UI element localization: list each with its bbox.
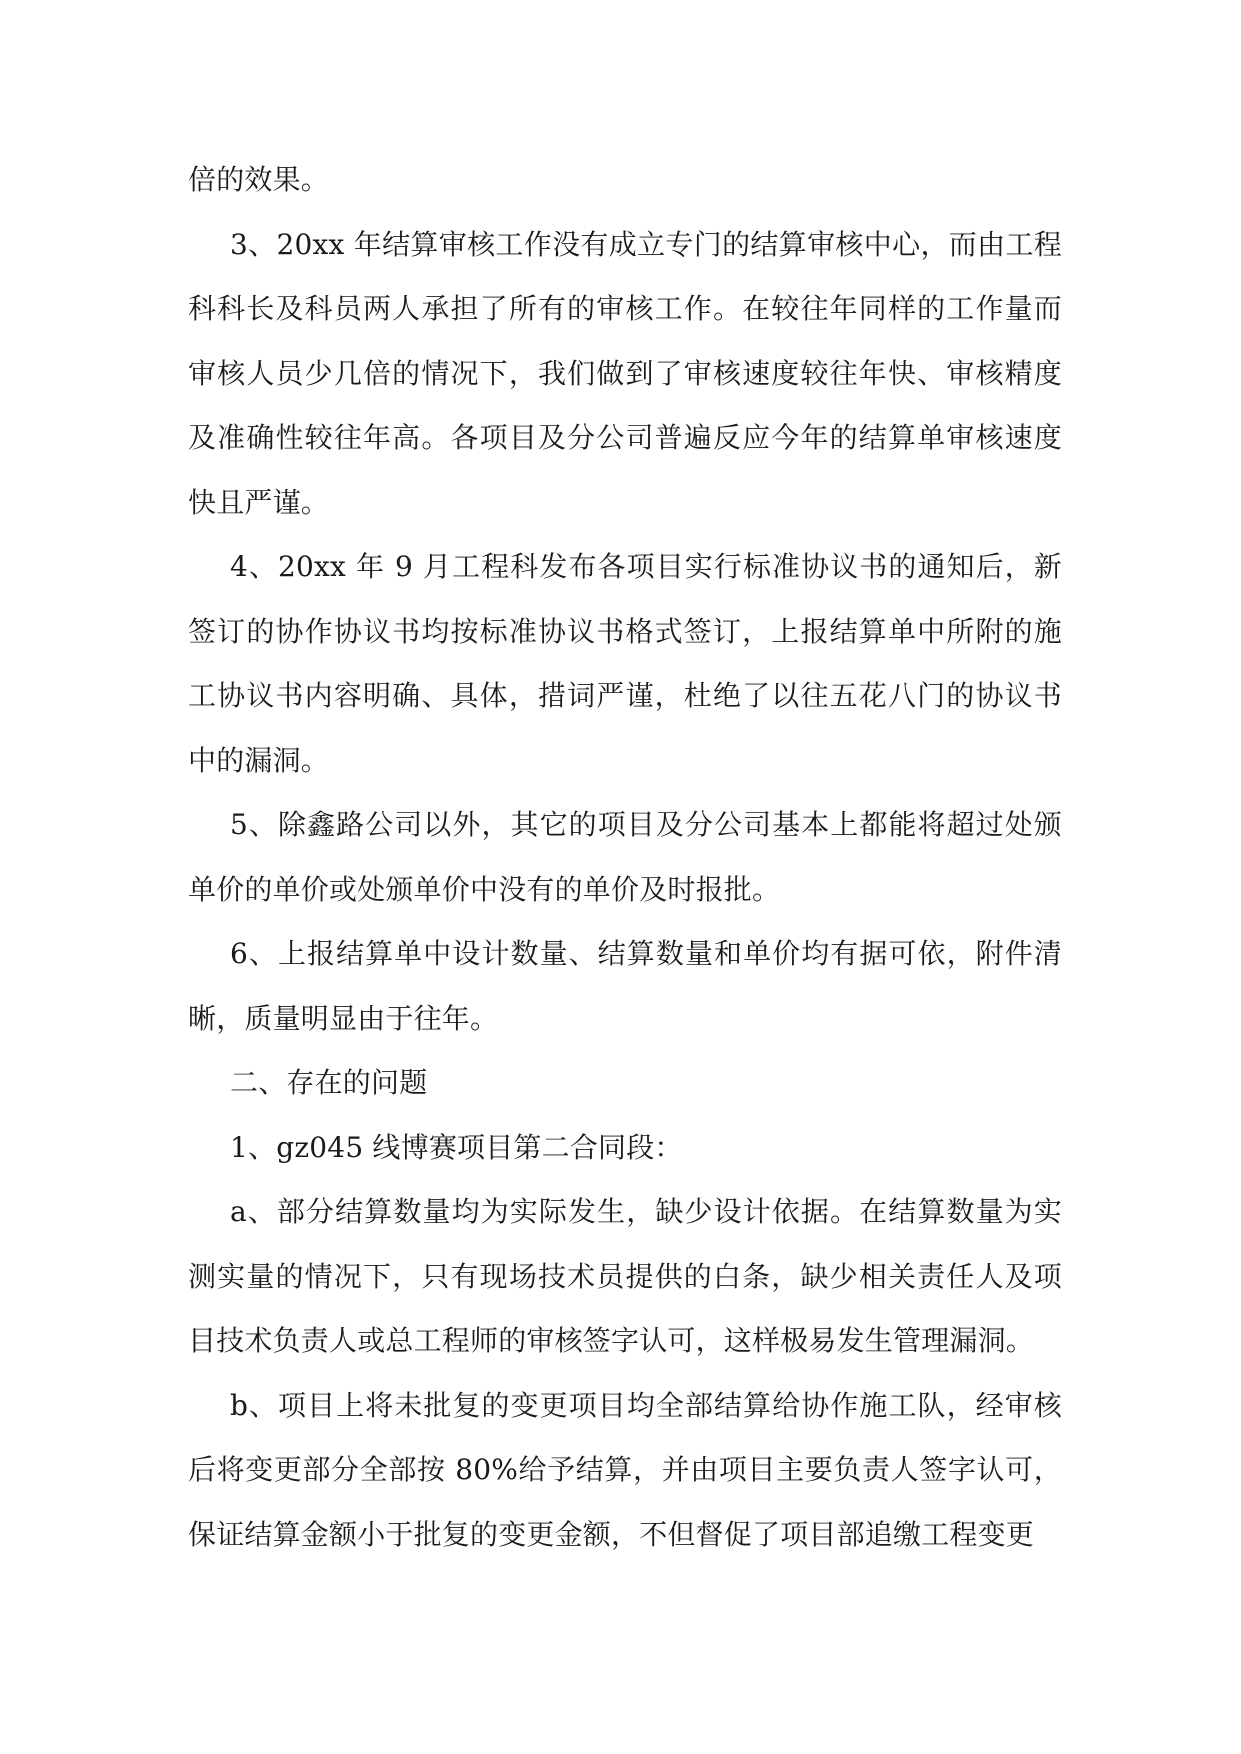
paragraph-item-4: 4、20xx 年 9 月工程科发布各项目实行标准协议书的通知后，新签订的协作协议书均按标准协议书格式签订，上报结算单中所附的施工协议书内容明确、具体，措词严谨，杜绝了以往五花八门的协议书中的漏洞。 (188, 550, 1062, 777)
paragraph-item-6: 6、上报结算单中设计数量、结算数量和单价均有据可依，附件清晰，质量明显由于往年。 (188, 937, 1062, 1035)
paragraph-item-5: 5、除鑫路公司以外，其它的项目及分公司基本上都能将超过处颁单价的单价或处颁单价中没有的单价及时报批。 (188, 808, 1062, 906)
paragraph-continuation: 倍的效果。 (188, 163, 330, 196)
paragraph-item-b: b、项目上将未批复的变更项目均全部结算给协作施工队，经审核后将变更部分全部按 80%给予结算，并由项目主要负责人签字认可，保证结算金额小于批复的变更金额，不但督促了项目部追缴工程变更 (188, 1388, 1062, 1551)
section-heading: 二、存在的问题 (230, 1066, 428, 1099)
paragraph-item-a: a、部分结算数量均为实际发生，缺少设计依据。在结算数量为实测实量的情况下，只有现场技术员提供的白条，缺少相关责任人及项目技术负责人或总工程师的审核签字认可，这样极易发生管理漏洞。 (188, 1195, 1062, 1357)
paragraph-subheading-1: 1、gz045 线博赛项目第二合同段： (230, 1130, 683, 1164)
paragraph-item-3: 3、20xx 年结算审核工作没有成立专门的结算审核中心，而由工程科科长及科员两人承担了所有的审核工作。在较往年同样的工作量而审核人员少几倍的情况下，我们做到了审核速度较往年快、审核精度及准确性较往年高。各项目及分公司普遍反应今年的结算单审核速度快且严谨。 (188, 227, 1062, 519)
document-body (188, 148, 1062, 1567)
